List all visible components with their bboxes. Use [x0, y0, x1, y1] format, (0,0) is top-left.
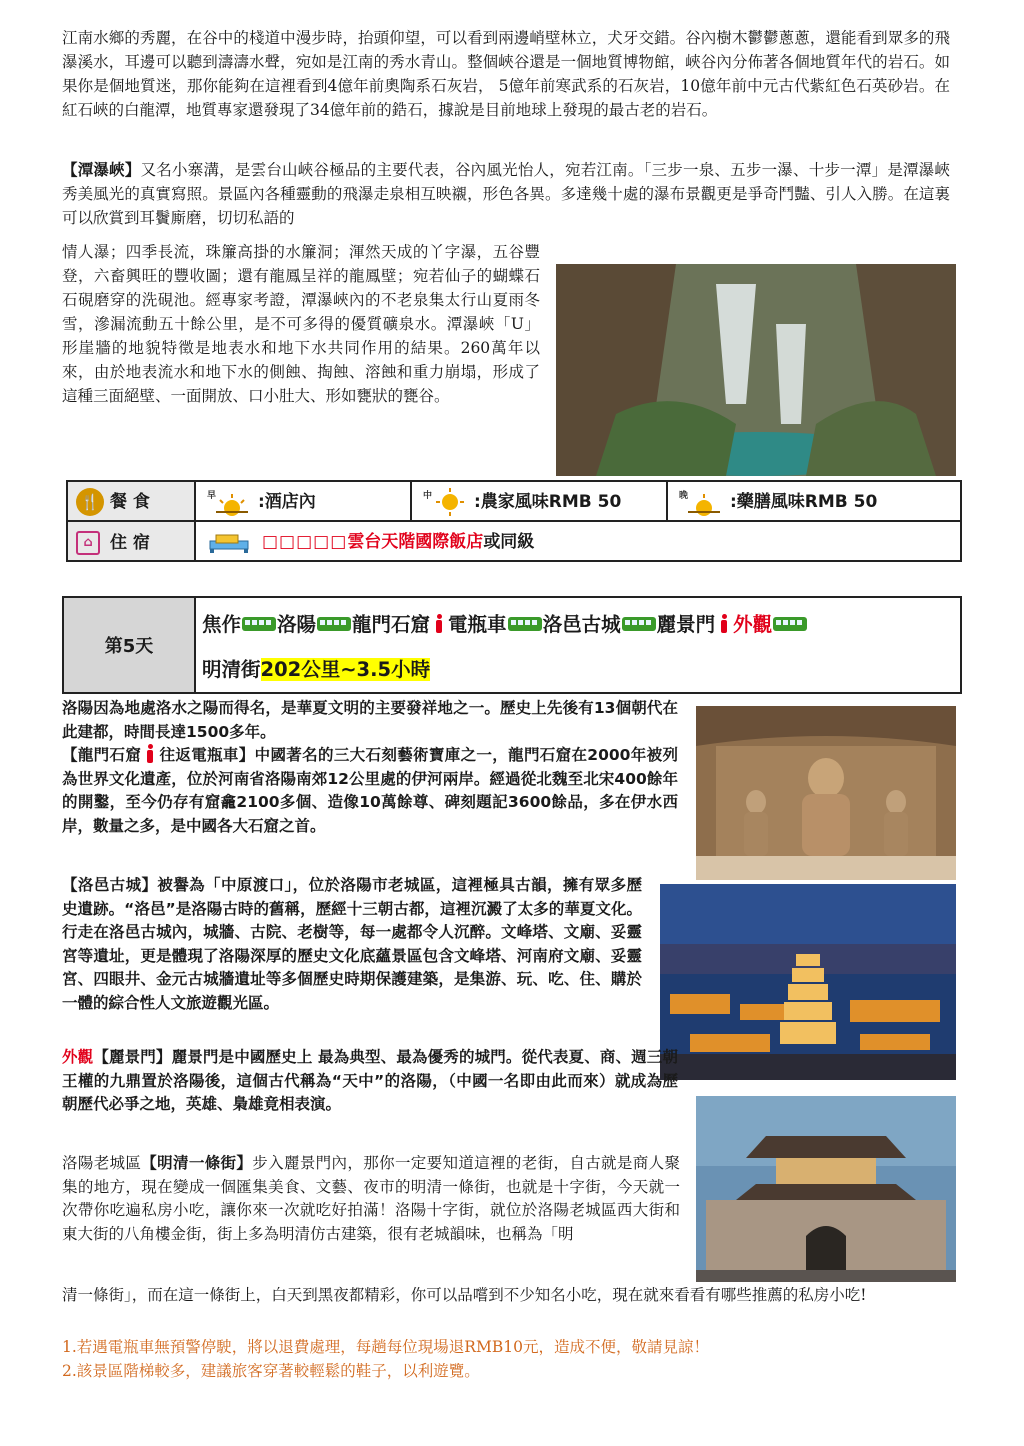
- lijing-heading: 【麗景門】: [93, 1048, 172, 1066]
- lijing-paragraph: [62, 1046, 678, 1117]
- tanpu-paragraph-continued: 情人瀑；四季長流，珠簾高掛的水簾洞；渾然天成的丫字瀑，五谷豐登，六畜興旺的豐收圖；還有龍鳳呈祥的龍鳳壁；宛若仙子的蝴蝶石石硯磨穿的洗硯池。經專家考證，潭瀑峽內的不老泉集太行山夏雨冬雪，滲漏流動五十餘公里，是不可多得的優質礦泉水。潭瀑峽「U」形崖牆的地貌特徵是地表水和地下水共同作用的結果。260萬年以來，由於地表流水和地下水的側蝕、掏蝕、溶蝕和重力崩塌，形成了這種三面絕壁、一面開放、口小肚大、形如甕狀的甕谷。: [62, 243, 540, 405]
- luoyi-text: 被譽為「中原渡口」，位於洛陽市老城區，這裡極具古韻，擁有眾多歷史遺跡。“洛邑”是洛陽古時的舊稱，歷經十三朝古都，這裡沉澱了太多的華夏文化。行走在洛邑古城內，城牆、古院、老樹等，每一處都令人沉醉。文峰塔、文廟、妥靈宮等遺址，更是體現了洛陽深厚的歷史文化底蘊景區包含文峰塔、河南府文廟、妥靈宮、四眼井、金元古城牆遺址等多個歷史時期保護建築，是集游、玩、吃、住、購於一體的綜合性人文旅遊觀光區。: [62, 876, 642, 1012]
- mingqing-heading: 【明清一條街】: [141, 1154, 253, 1172]
- lodging-label-cell: [67, 521, 195, 561]
- walking-icon: [719, 614, 729, 634]
- hotel-suffix: 或同級: [483, 532, 535, 552]
- cutlery-icon: 🍴: [76, 488, 104, 516]
- mingqing-paragraph: [62, 1152, 680, 1246]
- walking-icon: [145, 744, 155, 764]
- longmen-illustration: [696, 706, 956, 880]
- bus-icon: [773, 617, 807, 631]
- luoyi-heading: 【洛邑古城】: [62, 876, 158, 894]
- stop-exterior-view: 外觀: [733, 613, 773, 636]
- bus-icon: [317, 617, 351, 631]
- house-icon: ⌂: [76, 531, 100, 555]
- waterfall-photo: [556, 264, 956, 476]
- lijing-illustration: [696, 1096, 956, 1282]
- lunch-tag: 中: [423, 490, 433, 501]
- lunch-text: :農家風味RMB 50: [474, 491, 622, 512]
- walking-icon: [434, 614, 444, 634]
- bus-icon: [242, 617, 276, 631]
- notes: [62, 1335, 950, 1383]
- longmen-grottoes-photo: [696, 706, 956, 880]
- longmen-heading-open: 【龍門石窟: [62, 746, 142, 764]
- distance-time: 202公里~3.5小時: [260, 658, 431, 681]
- tanpu-text: 又名小寨溝，是雲台山峽谷極品的主要代表，谷內風光怡人，宛若江南。「三步一泉、五步一瀑、十步一潭」是潭瀑峽秀美風光的真實寫照。景區內各種靈動的飛瀑走泉相互映襯，形色各異。多達幾十處的瀑布景觀更是爭奇鬥豔、引人入勝。在這裏可以欣賞到耳鬢廝磨，切切私語的: [62, 161, 950, 227]
- longmen-paragraph: [62, 744, 678, 838]
- mingqing-text: 步入麗景門內，那你一定要知道這裡的老街，自古就是商人聚集的地方，現在變成一個匯集美食、文藝、夜市的明清一條街，也就是十字街，今天就一次帶你吃遍私房小吃，讓你來一次就吃好拍滿！洛陽十字街，就位於洛陽老城區西大街和東大街的八角樓金街，街上多為明清仿古建築，很有老城韻味，也稱為「明: [62, 1154, 680, 1243]
- route-line-1: [202, 602, 954, 647]
- day5-route: [196, 598, 960, 692]
- stop-luoyi: 洛邑古城: [542, 613, 621, 636]
- stop-lijingmen: 麗景門: [656, 613, 716, 636]
- stop-longmen: 龍門石窟: [352, 613, 431, 636]
- day-label: 第5天: [64, 598, 196, 692]
- stop-mingqing: 明清街: [202, 658, 261, 681]
- breakfast-tag: 早: [207, 490, 217, 501]
- luoyang-paragraph: 洛陽因為地處洛水之陽而得名，是華夏文明的主要發祥地之一。歷史上先後有13個朝代在此建都，時間長達1500多年。: [62, 699, 678, 741]
- stop-shuttle: 電瓶車: [448, 613, 507, 636]
- lijing-exterior-tag: 外觀: [62, 1048, 94, 1066]
- luoyi-ancient-city-photo: [660, 884, 956, 1080]
- breakfast-text: :酒店內: [258, 491, 316, 512]
- hotel-placeholder: □□□□□: [262, 532, 348, 552]
- day5-itinerary-box: [62, 596, 962, 694]
- lunch-cell: [411, 481, 667, 521]
- sun-icon: [422, 488, 468, 516]
- hotel-name: 雲台天階國際飯店: [347, 532, 484, 552]
- sunset-icon: [678, 488, 724, 516]
- meals-row: [67, 481, 961, 521]
- hotel-bed-icon: [206, 529, 252, 555]
- longmen-heading-close: 往返電瓶車】: [159, 746, 255, 764]
- stop-jiaozuo: 焦作: [202, 613, 242, 636]
- waterfall-illustration: [556, 264, 956, 476]
- bus-icon: [622, 617, 656, 631]
- mingqing-prefix: 洛陽老城區: [62, 1154, 142, 1172]
- lodging-row: [67, 521, 961, 561]
- tanpu-heading: 【潭瀑峽】: [62, 161, 141, 179]
- lijing-text: 麗景門是中國歷史上 最為典型、最為優秀的城門。從代表夏、商、週三朝王權的九鼎置於洛陽後，這個古代稱為“天中”的洛陽，（中國一名即由此而來）就成為歷朝歷代必爭之地，英雄、梟雄竟相表演。: [62, 1048, 678, 1113]
- dinner-cell: [667, 481, 961, 521]
- luoyi-paragraph: [62, 874, 642, 1015]
- lodging-label: 住 宿: [110, 532, 150, 553]
- lodging-cell: [195, 521, 961, 561]
- sunrise-icon: [206, 488, 252, 516]
- breakfast-cell: [195, 481, 411, 521]
- tanpu-paragraph: [62, 158, 950, 230]
- mingqing-paragraph-continued: 清一條街」，而在這一條街上，白天到黑夜都精彩，你可以品嚐到不少知名小吃，現在就來看看有哪些推薦的私房小吃!: [62, 1286, 867, 1304]
- lijing-gate-photo: [696, 1096, 956, 1282]
- meals-label-cell: [67, 481, 195, 521]
- intro-paragraph: 江南水鄉的秀麗，在谷中的棧道中漫步時，抬頭仰望，可以看到兩邊峭壁林立，犬牙交錯。谷內樹木鬱鬱蔥蔥，還能看到眾多的飛瀑溪水，耳邊可以聽到濤濤水聲，宛如是江南的秀水青山。整個峽谷還是一個地質博物館，峽谷內分佈著各個地質年代的岩石。如果你是個地質迷，那你能夠在這裡看到4億年前奧陶系石灰岩， 5億年前寒武系的石灰岩，10億年前中元古代紫紅色石英砂岩。在紅石峽的白龍潭，地質專家還發現了34億年前的鋯石，據說是目前地球上發現的最古老的岩石。: [62, 29, 950, 119]
- stop-luoyang: 洛陽: [277, 613, 317, 636]
- dinner-tag: 晚: [679, 490, 689, 501]
- note-item: 1.若遇電瓶車無預警停駛，將以退費處理，每趟每位現場退RMB10元，造成不便，敬請見諒！: [62, 1338, 709, 1356]
- meals-label: 餐 食: [110, 491, 150, 512]
- route-line-2: [202, 647, 954, 692]
- longmen-text: 中國著名的三大石刻藝術寶庫之一，龍門石窟在2000年被列為世界文化遺產，位於河南省洛陽南郊12公里處的伊河兩岸。經過從北魏至北宋400餘年的開鑿，至今仍存有窟龕2100多個、造像10萬餘尊、碑刻題記3600餘品，多在伊水西岸，數量之多，是中國各大石窟之首。: [62, 746, 678, 835]
- note-item: 2.該景區階梯較多，建議旅客穿著較輕鬆的鞋子，以利遊覽。: [62, 1362, 480, 1380]
- dinner-text: :藥膳風味RMB 50: [730, 491, 878, 512]
- luoyi-illustration: [660, 884, 956, 1080]
- meals-lodging-table: [66, 480, 962, 562]
- bus-icon: [508, 617, 542, 631]
